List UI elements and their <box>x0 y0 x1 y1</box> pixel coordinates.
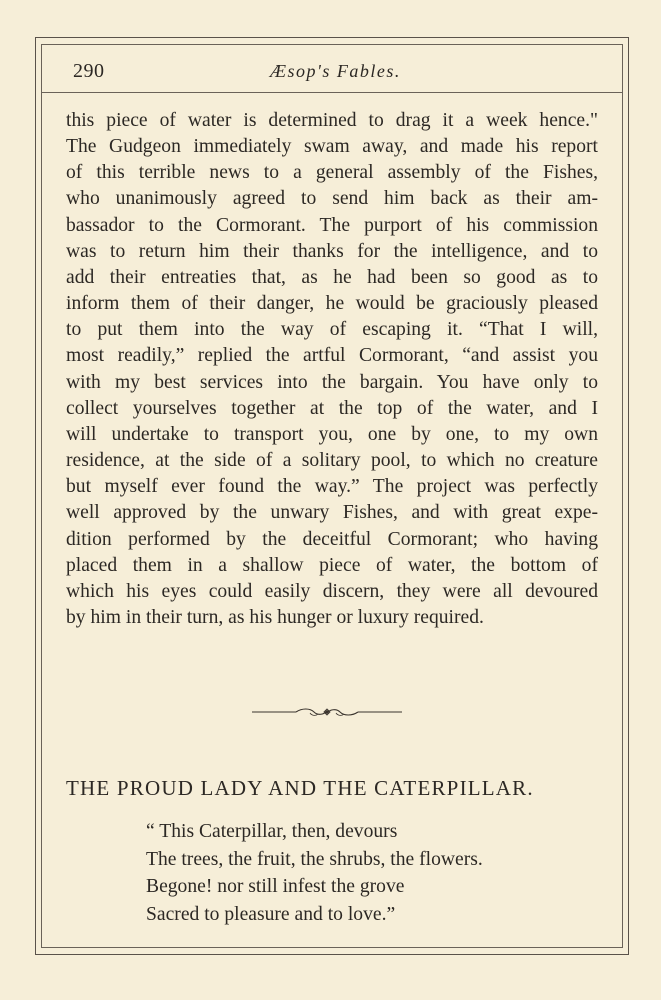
fable-text <box>66 108 598 631</box>
text-line: most readily,” replied the artful Cormorant, “and assist you <box>66 345 598 367</box>
text-line: by him in their turn, as his hunger or luxury required. <box>66 606 484 628</box>
verse-line: Begone! nor still infest the grove <box>146 876 405 897</box>
page-number: 290 <box>73 60 105 82</box>
text-line: The Gudgeon immediately swam away, and made his report <box>66 136 598 158</box>
text-line: add their entreaties that, as he had been so good as to <box>66 266 598 288</box>
text-line: bassador to the Cormorant. The purport of his commission <box>66 214 598 236</box>
text-line: inform them of their danger, he would be graciously pleased <box>66 293 598 315</box>
text-line: which his eyes could easily discern, they were all devoured <box>66 580 598 602</box>
text-line: well approved by the unwary Fishes, and with great expe- <box>66 502 598 524</box>
text-line: but myself ever found the way.” The project was perfectly <box>66 476 598 498</box>
text-line: to put them into the way of escaping it. “That I will, <box>66 319 598 341</box>
text-line: dition performed by the deceitful Cormorant; who having <box>66 528 598 550</box>
verse-line: “ This Caterpillar, then, devours <box>146 821 398 842</box>
text-line: collect yourselves together at the top of the water, and I <box>66 397 598 419</box>
text-line: this piece of water is determined to drag it a week hence." <box>66 110 598 131</box>
text-line: with my best services into the bargain. You have only to <box>66 371 598 393</box>
text-line: residence, at the side of a solitary pool, to which no creature <box>66 450 598 472</box>
text-line: will undertake to transport you, one by one, to my own <box>66 423 598 445</box>
verse-line: Sacred to pleasure and to love.” <box>146 903 396 925</box>
text-line: who unanimously agreed to send him back as their am- <box>66 188 598 210</box>
fable-title: THE PROUD LADY AND THE CATERPILLAR. <box>66 776 534 800</box>
text-line: placed them in a shallow piece of water, the bottom of <box>66 554 598 576</box>
decorative-ornament <box>252 702 402 722</box>
header-rule <box>41 92 623 93</box>
verse-epigraph <box>146 818 483 928</box>
running-head: Æsop's Fables. <box>270 61 401 81</box>
text-line: of this terrible news to a general assembly of the Fishes, <box>66 162 598 184</box>
verse-line: The trees, the fruit, the shrubs, the flowers. <box>146 848 483 870</box>
text-line: was to return him their thanks for the intelligence, and to <box>66 240 598 262</box>
